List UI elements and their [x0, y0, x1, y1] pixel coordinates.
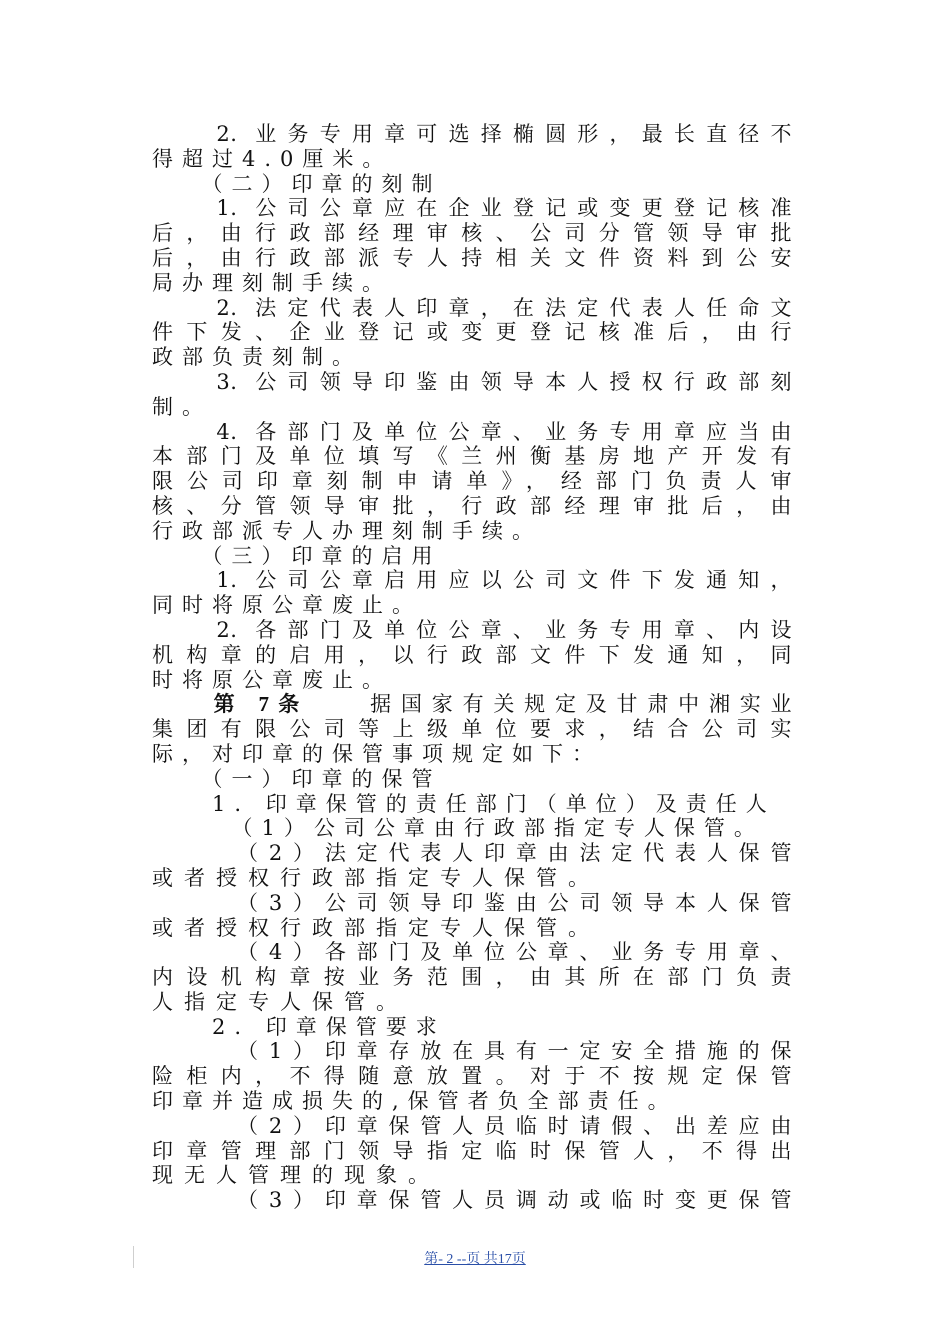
paragraph-line: 2. 各部门及单位公章、业务专用章、内设: [152, 617, 792, 642]
paragraph-line: （2）法定代表人印章由法定代表人保管: [152, 841, 792, 866]
article-text: 据国家有关规定及甘肃中湘实业: [370, 692, 792, 717]
paragraph-line: （4）各部门及单位公章、业务专用章、: [152, 940, 792, 965]
paragraph-line: 1. 公司公章启用应以公司文件下发通知，: [152, 568, 792, 593]
page-number-footer: 第- 2 --页 共17页: [424, 1252, 526, 1267]
paragraph-line: 得超过4.0厘米。: [152, 146, 393, 171]
paragraph-line: 件下发、企业登记或变更登记核准后，由行: [152, 320, 792, 345]
paragraph-line: 3. 公司领导印鉴由领导本人授权行政部刻: [152, 369, 792, 394]
paragraph-line: 印章并造成损失的,保管者负全部责任。: [152, 1089, 678, 1114]
paragraph-line: 2. 印章保管要求: [152, 1014, 446, 1039]
paragraph-line: 际，对印章的保管事项规定如下：: [152, 741, 602, 766]
paragraph-line: 或者授权行政部指定专人保管。: [152, 865, 600, 890]
section-heading: （一）印章的保管: [152, 766, 442, 791]
document-body: [152, 122, 792, 1213]
paragraph-line: 或者授权行政部指定专人保管。: [152, 915, 600, 940]
paragraph-line: 核、分管领导审批，行政部经理审批后，由: [152, 493, 792, 518]
section-heading: （三）印章的启用: [152, 543, 442, 568]
paragraph-line: 行政部派专人办理刻制手续。: [152, 518, 542, 543]
paragraph-line: 本部门及单位填写《兰州衡基房地产开发有: [152, 444, 792, 469]
article-line: [152, 692, 792, 717]
paragraph-line: 4. 各部门及单位公章、业务专用章应当由: [152, 419, 792, 444]
paragraph-line: （1）公司公章由行政部指定专人保管。: [152, 816, 764, 841]
paragraph-line: 同时将原公章废止。: [152, 593, 422, 618]
paragraph-line: 内设机构章按业务范围，由其所在部门负责: [152, 965, 792, 990]
paragraph-line: 2. 业务专用章可选择椭圆形，最长直径不: [152, 122, 792, 146]
paragraph-line: 险柜内，不得随意放置。对于不按规定保管: [152, 1064, 792, 1089]
paragraph-line: 政部负责刻制。: [152, 345, 362, 370]
paragraph-line: 1. 印章保管的责任部门（单位）及责任人: [152, 791, 776, 816]
paragraph-line: 制。: [152, 394, 212, 419]
paragraph-line: 后，由行政部派专人持相关文件资料到公安: [152, 245, 792, 270]
paragraph-line: 现无人管理的现象。: [152, 1163, 440, 1188]
paragraph-line: 人指定专人保管。: [152, 989, 408, 1014]
paragraph-line: 2. 法定代表人印章，在法定代表人任命文: [152, 295, 792, 320]
paragraph-line: 集团有限公司等上级单位要求，结合公司实: [152, 717, 792, 742]
section-heading: （二）印章的刻制: [152, 171, 442, 196]
paragraph-line: 机构章的启用，以行政部文件下发通知，同: [152, 642, 792, 667]
paragraph-line: （3）公司领导印鉴由公司领导本人保管: [152, 890, 792, 915]
paragraph-line: 限公司印章刻制申请单》，经部门负责人审: [152, 469, 792, 494]
article-number: 第 7条: [213, 692, 309, 717]
paragraph-line: 印章管理部门领导指定临时保管人，不得出: [152, 1138, 792, 1163]
paragraph-line: 后，由行政部经理审核、公司分管领导审批: [152, 221, 792, 246]
paragraph-line: 时将原公章废止。: [152, 667, 392, 692]
paragraph-line: 1. 公司公章应在企业登记或变更登记核准: [152, 196, 792, 221]
paragraph-line: （3）印章保管人员调动或临时变更保管: [152, 1188, 792, 1213]
paragraph-line: 局办理刻制手续。: [152, 270, 392, 295]
paragraph-line: （2）印章保管人员临时请假、出差应由: [152, 1113, 792, 1138]
paragraph-line: （1）印章存放在具有一定安全措施的保: [152, 1039, 792, 1064]
